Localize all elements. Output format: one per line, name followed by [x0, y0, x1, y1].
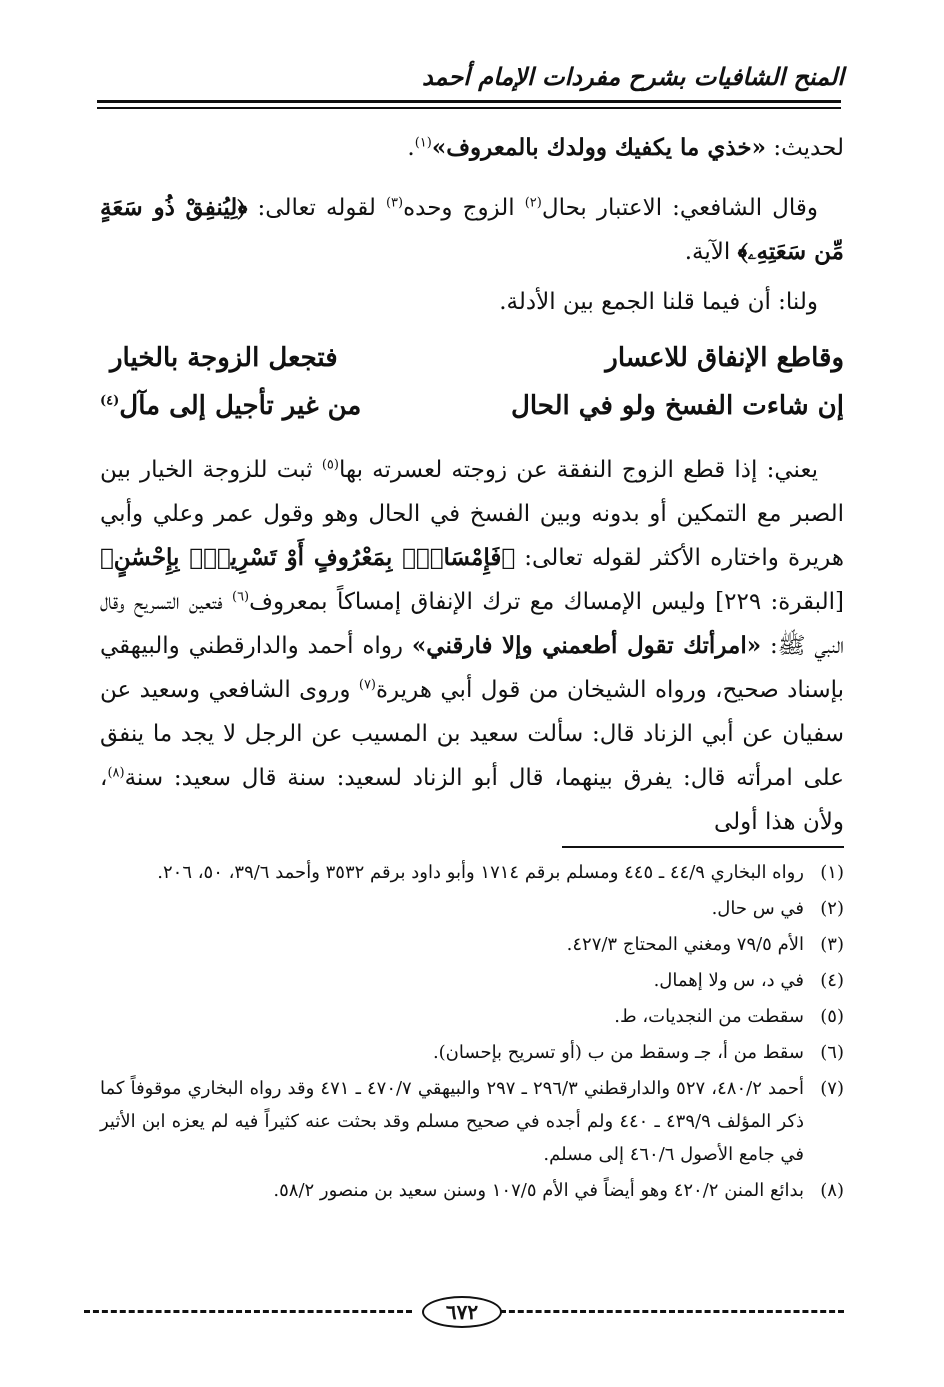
- text-run: ثبت للزوجة الخيار بين الصبر مع التمكين أو بدونه وبين الفسخ في الحال وهو وقول عمر وعلي وأبي هريرة واختاره الأكثر لقوله تعالى:: [100, 457, 844, 571]
- footnote-item: [100, 892, 844, 925]
- footnote-item: [100, 1174, 844, 1207]
- text-run: الآية.: [684, 239, 738, 265]
- text-run: وروى الشافعي وسعيد عن سفيان عن أبي الزناد قال: سألت سعيد بن المسيب عن الرجل لا يجد ما ينفق على امرأته قال: يفرق بينهما، قال أبو الزناد لسعيد: سنة قال سعيد: سنة: [100, 677, 844, 791]
- footnote-number: (٦): [820, 1042, 844, 1063]
- footnote-text: في د، س ولا إهمال.: [653, 970, 804, 991]
- footnotes: [100, 856, 844, 1210]
- quran-quote: ﴿لِيُنفِقْ ذُو سَعَةٍ مِّن سَعَتِهِۦ﴾: [100, 194, 844, 265]
- footnote-ref-8: (٨): [107, 765, 125, 781]
- footnote-number: (٤): [820, 970, 844, 991]
- footnote-number: (٢): [820, 898, 844, 919]
- text-run: لحديث:: [766, 135, 844, 161]
- footnote-ref-6: (٦): [231, 589, 250, 605]
- text-run: وقال الشافعي: الاعتبار بحال: [541, 195, 818, 221]
- footnote-number: (٣): [820, 934, 844, 955]
- paragraph-shafii-opinion: [100, 186, 844, 274]
- footer-dashed-rule: [500, 1310, 844, 1313]
- text-run: يعني: إذا قطع الزوج النفقة عن زوجته لعسرته بها: [338, 457, 818, 483]
- header-rule-thick: [97, 100, 841, 103]
- paragraph-hadith-line: [100, 126, 844, 170]
- verse-hemistich: وقاطع الإنفاق للاعسار: [605, 343, 844, 373]
- text-run: الزوج وحده: [403, 195, 525, 221]
- hadith-quote: «امرأتك تقول أطعمني وإلا فارقني»: [411, 632, 762, 659]
- footnote-ref-3: (٣): [385, 195, 404, 211]
- footnote-text: في س حال.: [711, 898, 804, 919]
- text-run: .: [407, 135, 415, 161]
- footnote-text: سقطت من النجديات، ط.: [614, 1006, 804, 1027]
- footnote-text: بدائع المنن ٤٢٠/٢ وهو أيضاً في الأم ١٠٧/٥ وسنن سعيد بن منصور ٥٨/٢.: [273, 1180, 804, 1201]
- footnote-text: الأم ٧٩/٥ ومغني المحتاج ٤٢٧/٣.: [566, 934, 804, 955]
- footnote-number: (٨): [820, 1180, 844, 1201]
- footnote-text: أحمد ٤٨٠/٢، ٥٢٧ والدارقطني ٢٩٦/٣ ـ ٢٩٧ والبيهقي ٤٧٠/٧ ـ ٤٧١ وقد رواه البخاري موقوفاً كما ذكر المؤلف ٤٣٩/٩ ـ ٤٤٠ ولم أجده في صحيح مسلم وقد بحثت عنه كثيراً فيه لم يعزه ابن الأثير في جامع الأصول ٤٦٠/٦ إلى مسلم.: [100, 1078, 804, 1165]
- footer-dashed-rule: [84, 1310, 412, 1313]
- footnote-separator: [562, 846, 844, 848]
- footnote-ref-7: (٧): [358, 677, 376, 693]
- footnote-item: [100, 1036, 844, 1069]
- footnote-item: [100, 1000, 844, 1033]
- verse-hemistich-text: من غير تأجيل إلى مآل: [119, 391, 362, 421]
- verse-hemistich: [100, 384, 361, 432]
- paragraph-our-view: ولنا: أن فيما قلنا الجمع بين الأدلة.: [499, 289, 818, 315]
- footnote-text: رواه البخاري ٤٤/٩ ـ ٤٤٥ ومسلم برقم ١٧١٤ وأبو داود برقم ٣٥٣٢ وأحمد ٣٩/٦، ٥٠، ٢٠٦.: [157, 862, 804, 883]
- header-rule-thin: [97, 107, 841, 109]
- quran-quote: ﴿فَإِمْسَاكٌۢ بِمَعْرُوفٍ أَوْ تَسْرِيحٌۢ بِإِحْسَٰنٍ﴾: [100, 544, 516, 571]
- footnote-number: (٥): [820, 1006, 844, 1027]
- running-header-title: المنح الشافيات بشرح مفردات الإمام أحمد: [421, 62, 844, 91]
- text-run: ، ولأن هذا أولى: [100, 765, 844, 835]
- footnote-item: [100, 1072, 844, 1171]
- text-run: فتعين التسريح وقال النبي ﷺ:: [100, 589, 845, 659]
- verse-line-1: [100, 336, 844, 384]
- text-run: رواه أحمد والدارقطني والبيهقي بإسناد صحيح، ورواه الشيخان من قول أبي هريرة: [100, 633, 844, 703]
- footnote-item: [100, 964, 844, 997]
- verse-hemistich: إن شاءت الفسخ ولو في الحال: [510, 391, 844, 421]
- text-run: لقوله تعالى:: [247, 195, 386, 221]
- footnote-ref-2: (٢): [524, 195, 542, 211]
- footnote-number: (٧): [820, 1078, 844, 1099]
- footnote-item: [100, 928, 844, 961]
- page-footer: [84, 1296, 844, 1326]
- verse-line-2: [100, 384, 844, 432]
- paragraph-explanation: [100, 448, 844, 844]
- page-number: ٦٧٢: [422, 1296, 502, 1328]
- footnote-ref-5: (٥): [321, 457, 339, 473]
- footnote-number: (١): [820, 862, 844, 883]
- footnote-ref-4: (٤): [100, 393, 120, 409]
- verse-hemistich: فتجعل الزوجة بالخيار: [110, 343, 338, 373]
- footnote-item: [100, 856, 844, 889]
- hadith-quote: «خذي ما يكفيك وولدك بالمعروف»: [431, 134, 767, 161]
- poem-verses: [100, 336, 844, 432]
- footnote-text: سقط من أ، جـ وسقط من ب (أو تسريح بإحسان).: [432, 1042, 804, 1063]
- text-run: [البقرة: ٢٢٩] وليس الإمساك مع ترك الإنفاق إمساكاً بمعروف: [249, 589, 844, 615]
- footnote-ref-1: (١): [414, 135, 432, 151]
